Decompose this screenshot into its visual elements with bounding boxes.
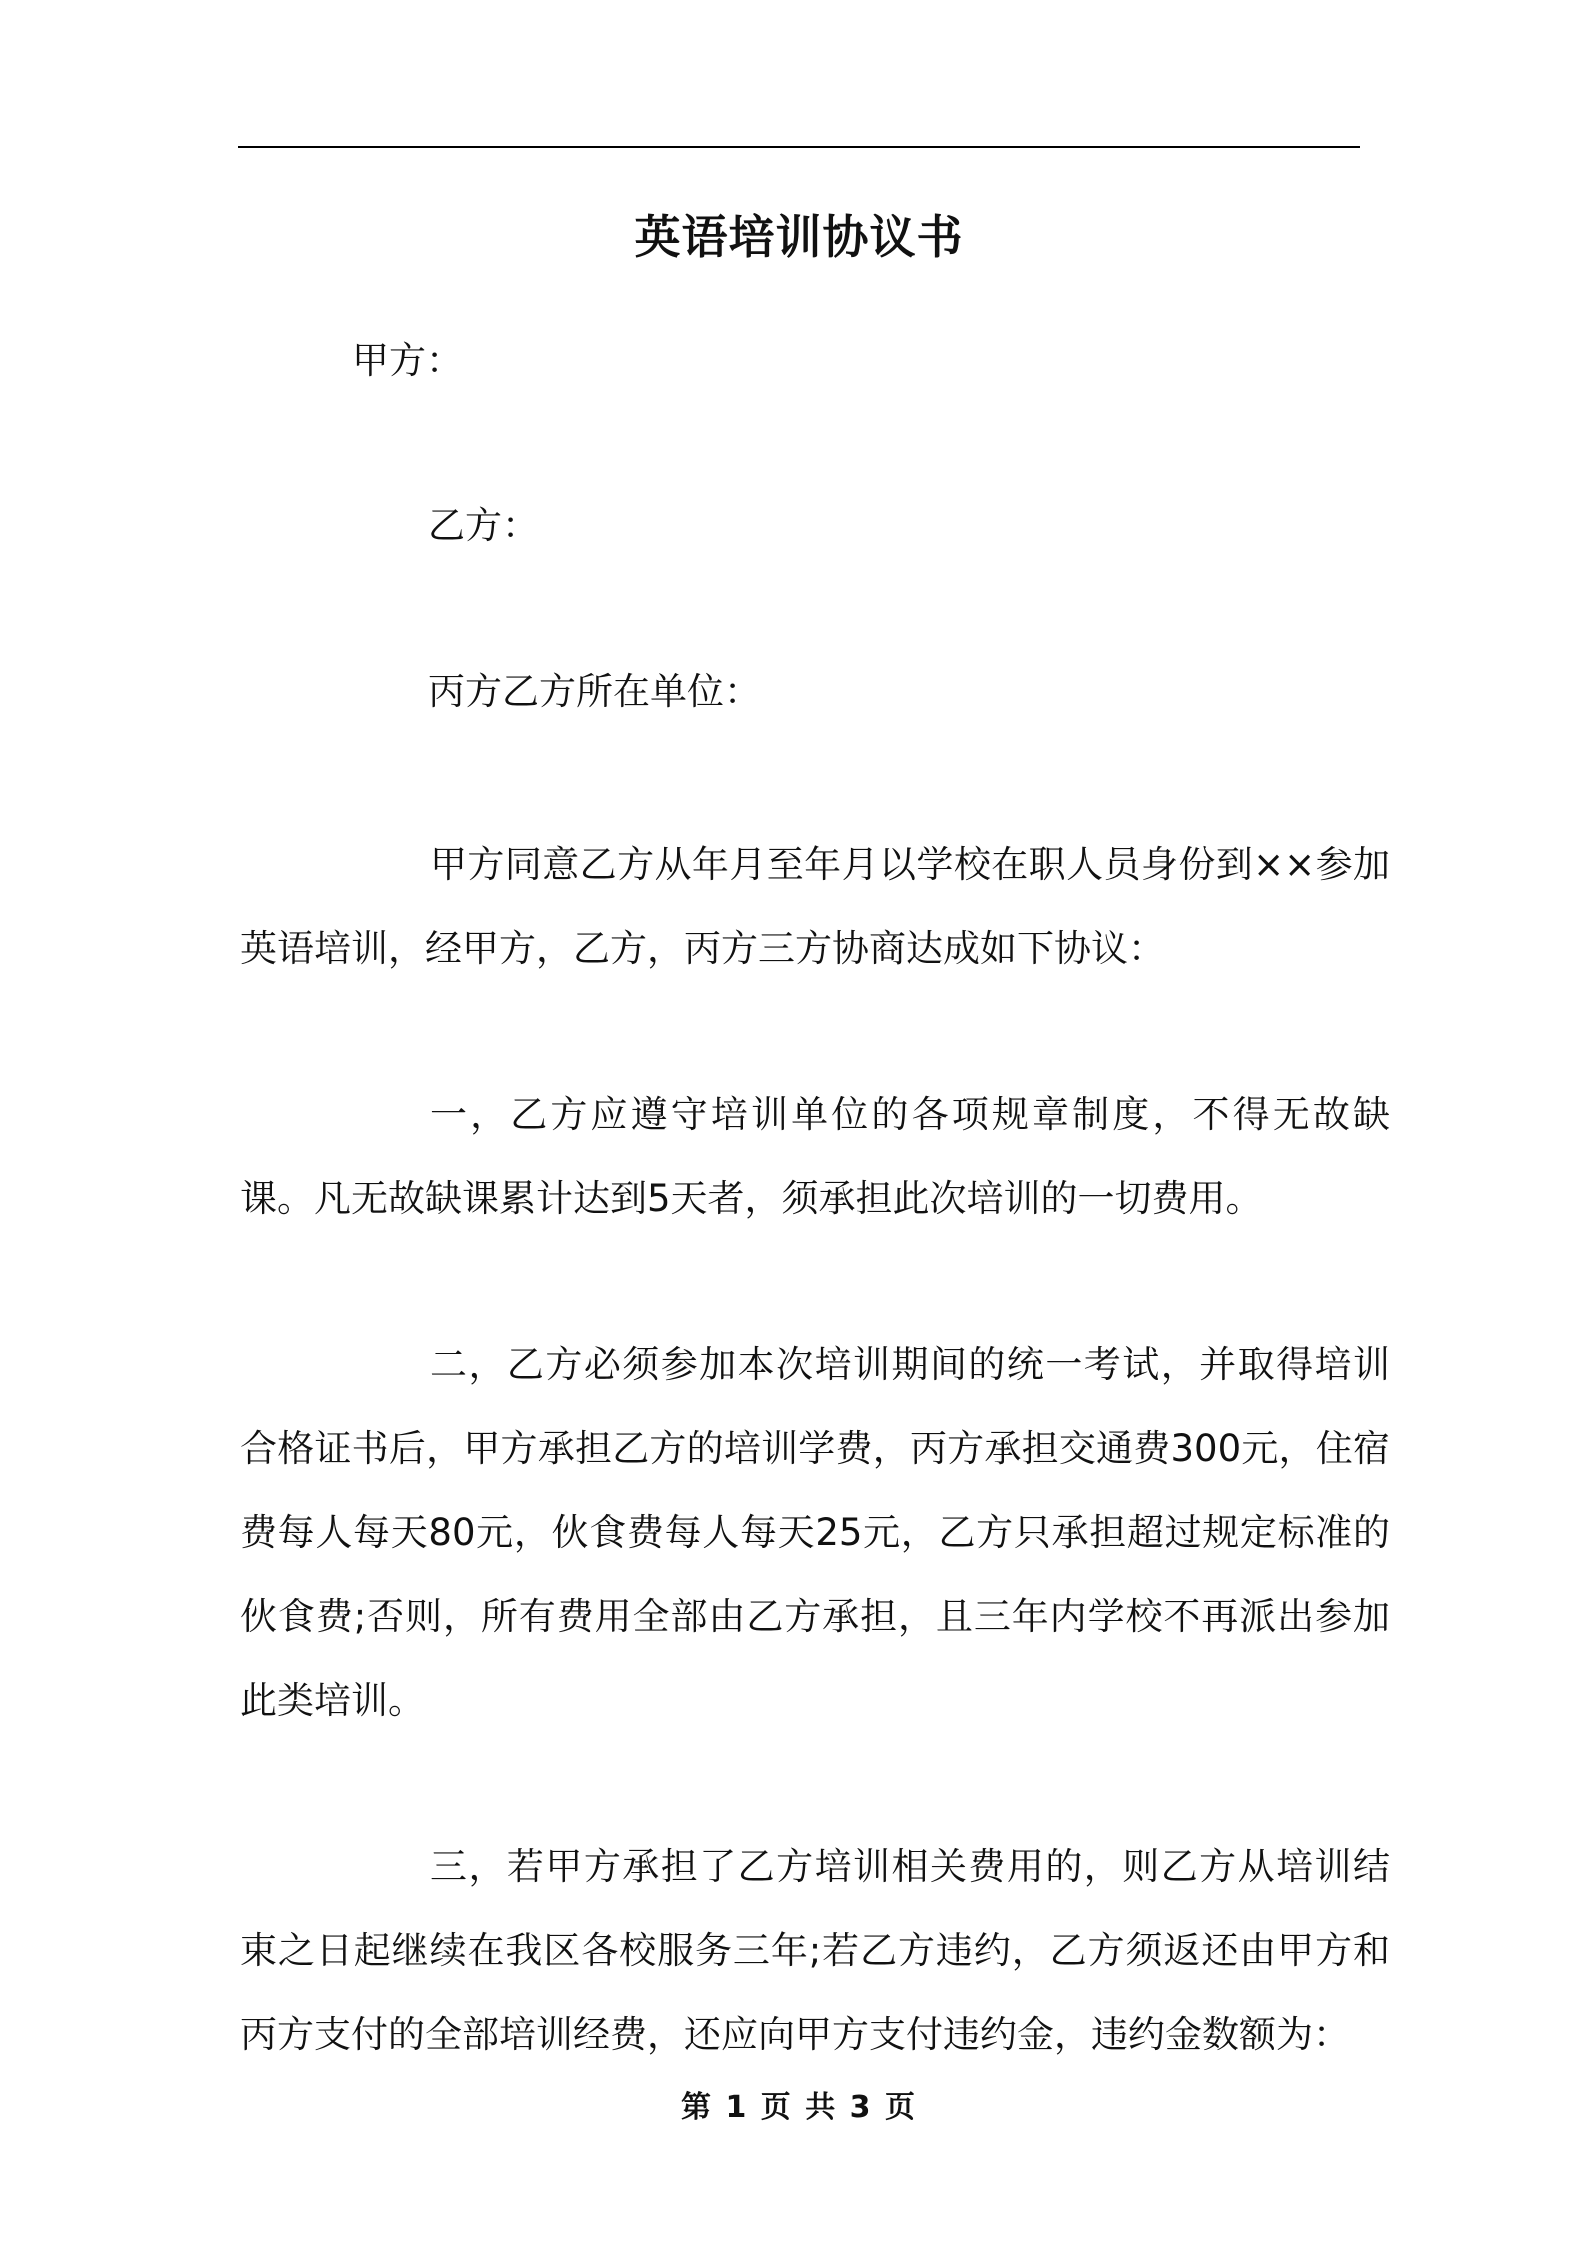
document-title: 英语培训协议书 xyxy=(634,210,964,264)
party-a-label: 甲方： xyxy=(352,339,463,382)
clause-3-paragraph: 三，若甲方承担了乙方培训相关费用的，则乙方从培训结束之日起继续在我区各校服务三年;若乙方违约，乙方须返还由甲方和丙方支付的全部培训经费，还应向甲方支付违约金，违约金数额为： xyxy=(240,1845,1390,2056)
party-c-label: 丙方乙方所在单位： xyxy=(428,670,761,713)
party-b-label: 乙方： xyxy=(428,504,539,547)
page-indicator: 第 1 页 共 3 页 xyxy=(681,2090,917,2125)
intro-paragraph: 甲方同意乙方从年月至年月以学校在职人员身份到××参加英语培训，经甲方，乙方，丙方三方协商达成如下协议： xyxy=(240,843,1390,970)
clause-1-paragraph: 一，乙方应遵守培训单位的各项规章制度，不得无故缺课。凡无故缺课累计达到5天者，须承担此次培训的一切费用。 xyxy=(240,1093,1390,1220)
header-rule xyxy=(238,146,1360,148)
clause-2-paragraph: 二，乙方必须参加本次培训期间的统一考试，并取得培训合格证书后，甲方承担乙方的培训学费，丙方承担交通费300元，住宿费每人每天80元，伙食费每人每天25元，乙方只承担超过规定标准的伙食费;否则，所有费用全部由乙方承担，且三年内学校不再派出参加此类培训。 xyxy=(240,1343,1390,1722)
